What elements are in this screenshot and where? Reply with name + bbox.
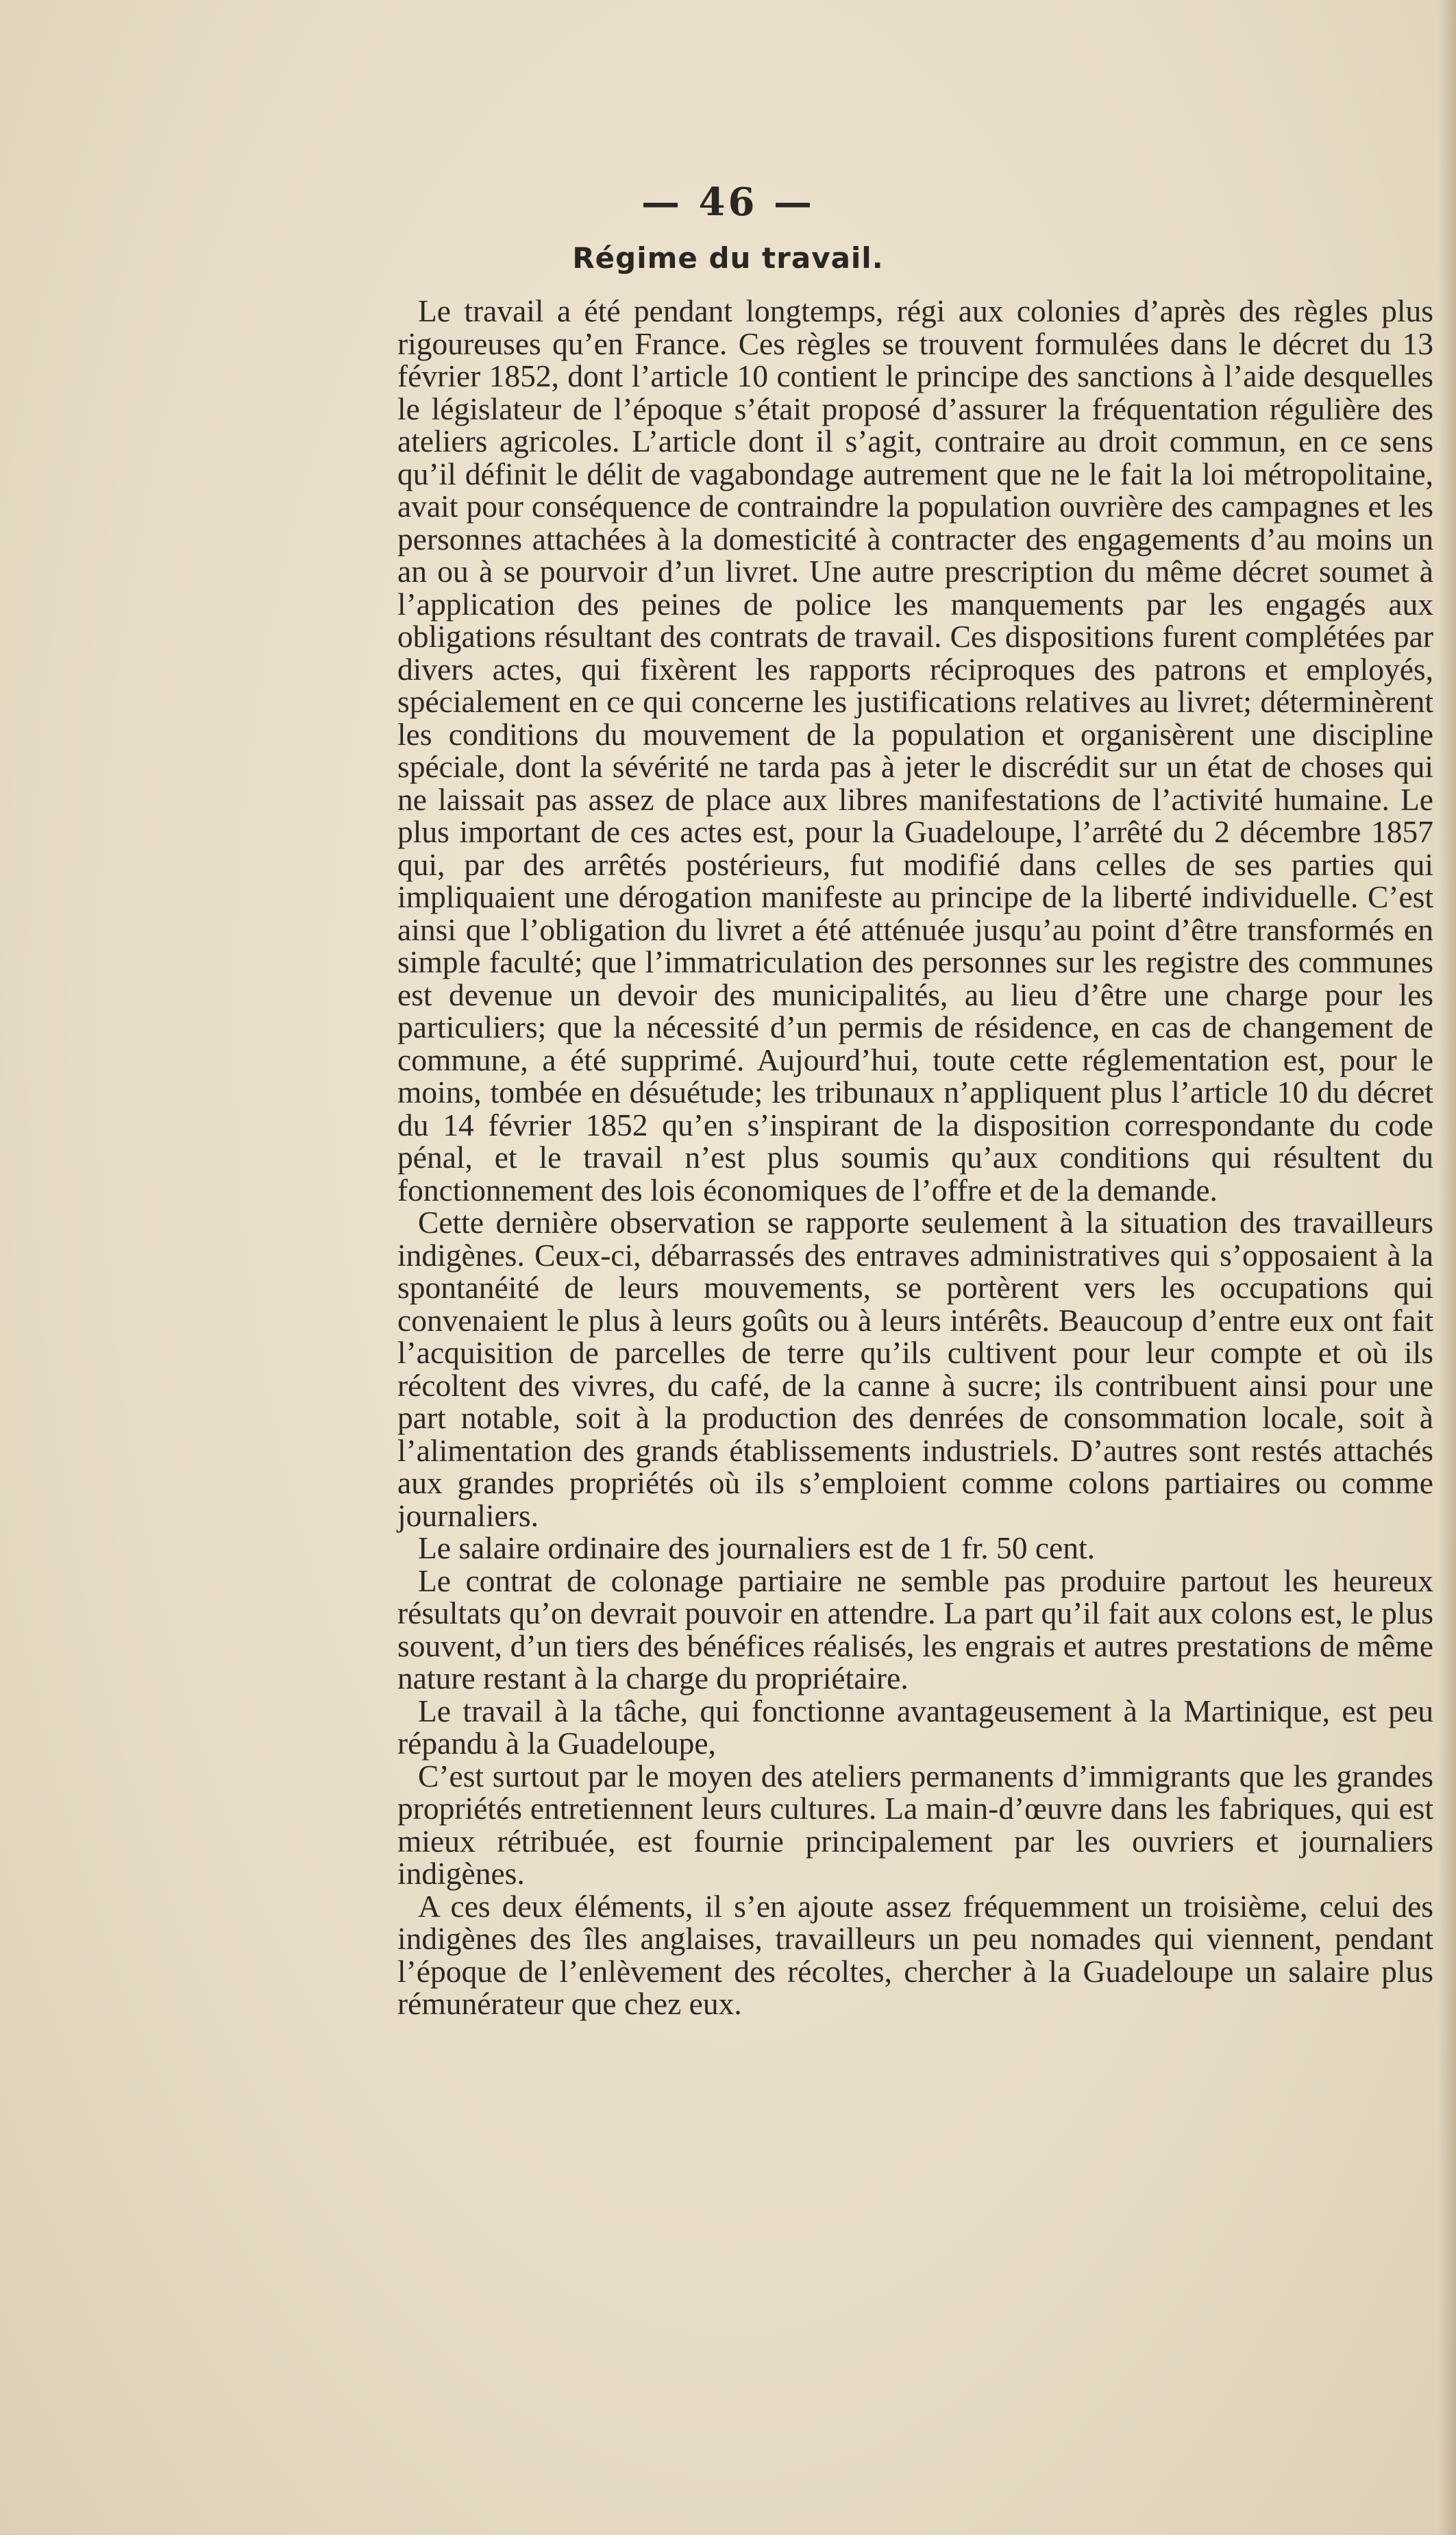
paragraph: Le salaire ordinaire des journaliers est de 1 fr. 50 cent. (418, 1530, 1095, 1565)
paragraph: Le travail a été pendant longtemps, régi aux colonies d’après des règles plus rigoureuses qu’en France. Ces règles se trouvent formulées dans le décret du 13 février 1852, dont l’article 10 contient le principe des sanctions à l’aide desquelles le législateur de l’époque s’était proposé d’assurer la fréquentation régulière des ateliers agricoles. L’article dont il s’agit, contraire au droit commun, en ce sens qu’il définit le délit de vagabondage autrement que ne le fait la loi métropolitaine, avait pour conséquence de contraindre la population ouvrière des campagnes et les personnes attachées à la domesticité à contracter des engagements d’au moins un an ou à se pourvoir d’un livret. Une autre prescription du même décret soumet à l’application des peines de police les manquements par les engagés aux obligations résultant des contrats de travail. Ces dispositions furent complétées par divers actes, qui fixèrent les rapports réciproques des patrons et employés, spécialement en ce qui concerne les justifications relatives au livret; déterminèrent les conditions du mouvement de la population et organisèrent une discipline spéciale, dont la sévérité ne tarda pas à jeter le discrédit sur un état de choses qui ne laissait pas assez de place aux libres manifestations de l’activité humaine. Le plus important de ces actes est, pour la Guadeloupe, l’arrêté du 2 décembre 1857 qui, par des arrêtés postérieurs, fut modifié dans celles de ses parties qui impliquaient une dérogation manifeste au principe de la liberté individuelle. C’est ainsi que l’obligation du livret a été atténuée jusqu’au point d’être transformés en simple faculté; que l’immatriculation des personnes sur les registre des communes est devenue un devoir des municipalités, au lieu d’être une charge pour les particuliers; que la nécessité d’un permis de résidence, en cas de changement de commune, a été supprimé. Aujourd’hui, toute cette réglementation est, pour le moins, tombée en désuétude; les tribunaux n’appliquent plus l’article 10 du décret du 14 février 1852 qu’en s’inspirant de la disposition correspondante du code pénal, et le travail n’est plus soumis qu’aux conditions qui résultent du fonctionnement des lois économiques de l’offre et de la demande. (397, 293, 1433, 1208)
paragraph: Le travail à la tâche, qui fonctionne avantageusement à la Martinique, est peu répandu à la Guadeloupe, (397, 1693, 1433, 1761)
section-title: Régime du travail. (572, 241, 884, 275)
page-edge-shadow (1438, 0, 1456, 2535)
body-text (397, 295, 1433, 2020)
paragraph: Cette dernière observation se rapporte seulement à la situation des travailleurs indigènes. Ceux-ci, débarrassés des entraves administratives qui s’opposaient à la spontanéité de leurs mouvements, se portèrent vers les occupations qui convenaient le plus à leurs goûts ou à leurs intérêts. Beaucoup d’entre eux ont fait l’acquisition de parcelles de terre qu’ils cultivent pour leur compte et où ils récoltent des vivres, du café, de la canne à sucre; ils contribuent ainsi pour une part notable, soit à la production des denrées de consommation locale, soit à l’alimentation des grands établissements industriels. D’autres sont restés attachés aux grandes propriétés où ils s’emploient comme colons partiaires ou comme journaliers. (397, 1205, 1433, 1533)
paragraph: Le contrat de colonage partiaire ne semble pas produire partout les heureux résultats qu’on devrait pouvoir en attendre. La part qu’il fait aux colons est, le plus souvent, d’un tiers des bénéfices réalisés, les engrais et autres prestations de même nature restant à la charge du propriétaire. (397, 1563, 1433, 1695)
paragraph: C’est surtout par le moyen des ateliers permanents d’immigrants que les grandes propriétés entretiennent leurs cultures. La main-d’œuvre dans les fabriques, qui est mieux rétribuée, est fournie principalement par les ouvriers et journaliers indigènes. (397, 1758, 1433, 1891)
paragraph: A ces deux éléments, il s’en ajoute assez fréquemment un troisième, celui des indigènes des îles anglaises, travailleurs un peu nomades qui viennent, pendant l’époque de l’enlèvement des récoltes, chercher à la Guadeloupe un salaire plus rémunérateur que chez eux. (397, 1888, 1433, 2021)
page-number: — 46 — (641, 180, 815, 225)
